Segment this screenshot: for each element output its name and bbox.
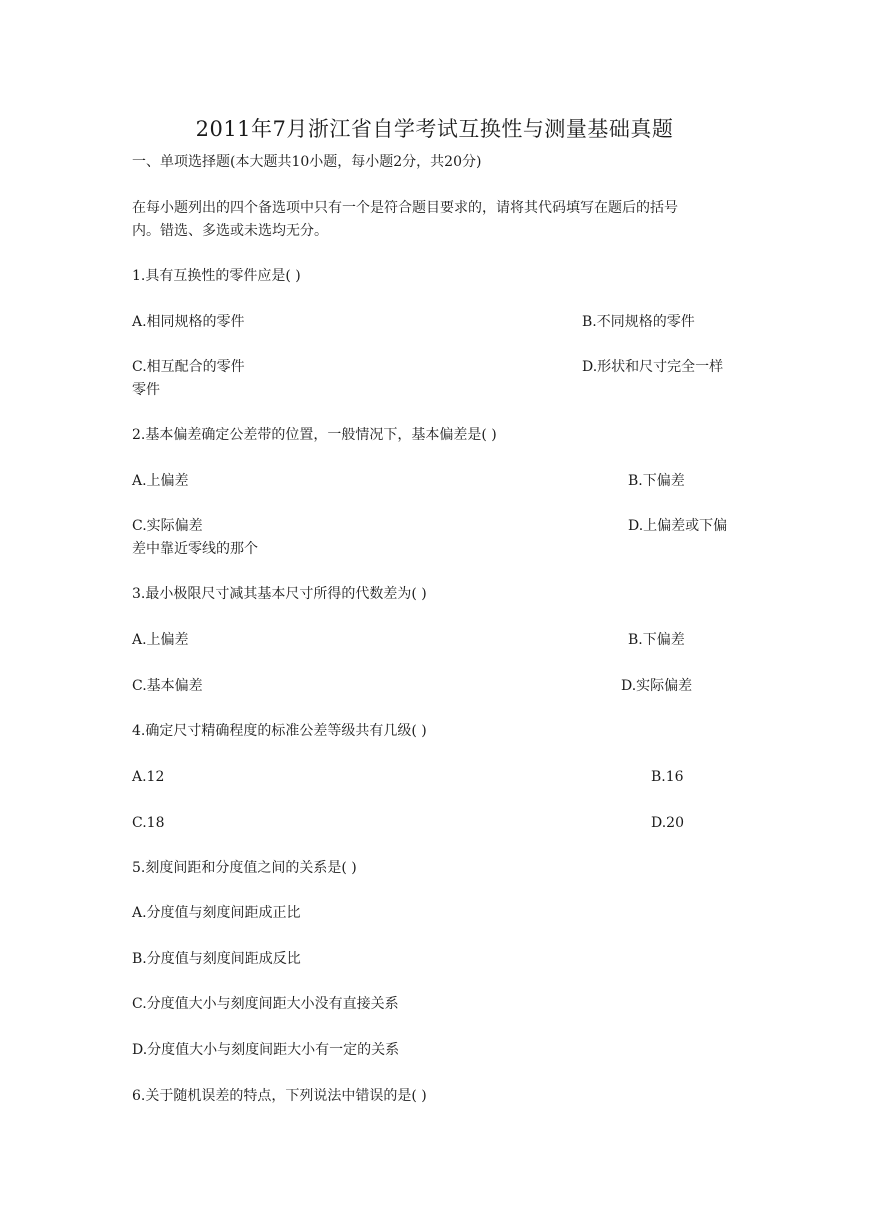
question-5-option-a: A.分度值与刻度间距成正比 bbox=[132, 905, 301, 921]
question-1-option-d: D.形状和尺寸完全一样 bbox=[582, 359, 724, 375]
section-heading: 一、单项选择题(本大题共10小题，每小题2分，共20分) bbox=[132, 154, 482, 170]
question-4-stem: 4.确定尺寸精确程度的标准公差等级共有几级( ) bbox=[132, 723, 427, 739]
question-1-option-a: A.相同规格的零件 bbox=[132, 314, 245, 330]
question-4-option-d: D.20 bbox=[651, 815, 684, 831]
question-3-stem: 3.最小极限尺寸减其基本尺寸所得的代数差为( ) bbox=[132, 586, 427, 602]
question-1-stem: 1.具有互换性的零件应是( ) bbox=[132, 268, 301, 284]
question-4-option-a: A.12 bbox=[132, 769, 165, 785]
question-4-option-b: B.16 bbox=[651, 769, 684, 785]
question-5-option-c: C.分度值大小与刻度间距大小没有直接关系 bbox=[132, 996, 399, 1012]
question-2-option-d: D.上偏差或下偏 bbox=[628, 518, 728, 534]
question-1-option-d-wrap: 零件 bbox=[132, 382, 160, 398]
question-2-stem: 2.基本偏差确定公差带的位置，一般情况下，基本偏差是( ) bbox=[132, 427, 497, 443]
question-3-option-b: B.下偏差 bbox=[628, 632, 685, 648]
question-2-option-d-wrap: 差中靠近零线的那个 bbox=[132, 541, 258, 557]
question-6-stem: 6.关于随机误差的特点，下列说法中错误的是( ) bbox=[132, 1088, 427, 1104]
question-3-option-a: A.上偏差 bbox=[132, 632, 189, 648]
question-4-option-c: C.18 bbox=[132, 815, 165, 831]
question-2-option-a: A.上偏差 bbox=[132, 473, 189, 489]
question-5-option-b: B.分度值与刻度间距成反比 bbox=[132, 951, 301, 967]
question-3-option-d: D.实际偏差 bbox=[621, 678, 693, 694]
question-2-option-c: C.实际偏差 bbox=[132, 518, 203, 534]
question-3-option-c: C.基本偏差 bbox=[132, 678, 203, 694]
question-5-stem: 5.刻度间距和分度值之间的关系是( ) bbox=[132, 860, 357, 876]
question-1-option-b: B.不同规格的零件 bbox=[582, 314, 695, 330]
document-title: 2011年7月浙江省自学考试互换性与测量基础真题 bbox=[195, 117, 674, 141]
instructions-line-1: 在每小题列出的四个备选项中只有一个是符合题目要求的，请将其代码填写在题后的括号 bbox=[132, 200, 678, 216]
question-1-option-c: C.相互配合的零件 bbox=[132, 359, 245, 375]
question-2-option-b: B.下偏差 bbox=[628, 473, 685, 489]
question-5-option-d: D.分度值大小与刻度间距大小有一定的关系 bbox=[132, 1042, 400, 1058]
instructions-line-2: 内。错选、多选或未选均无分。 bbox=[132, 223, 328, 239]
